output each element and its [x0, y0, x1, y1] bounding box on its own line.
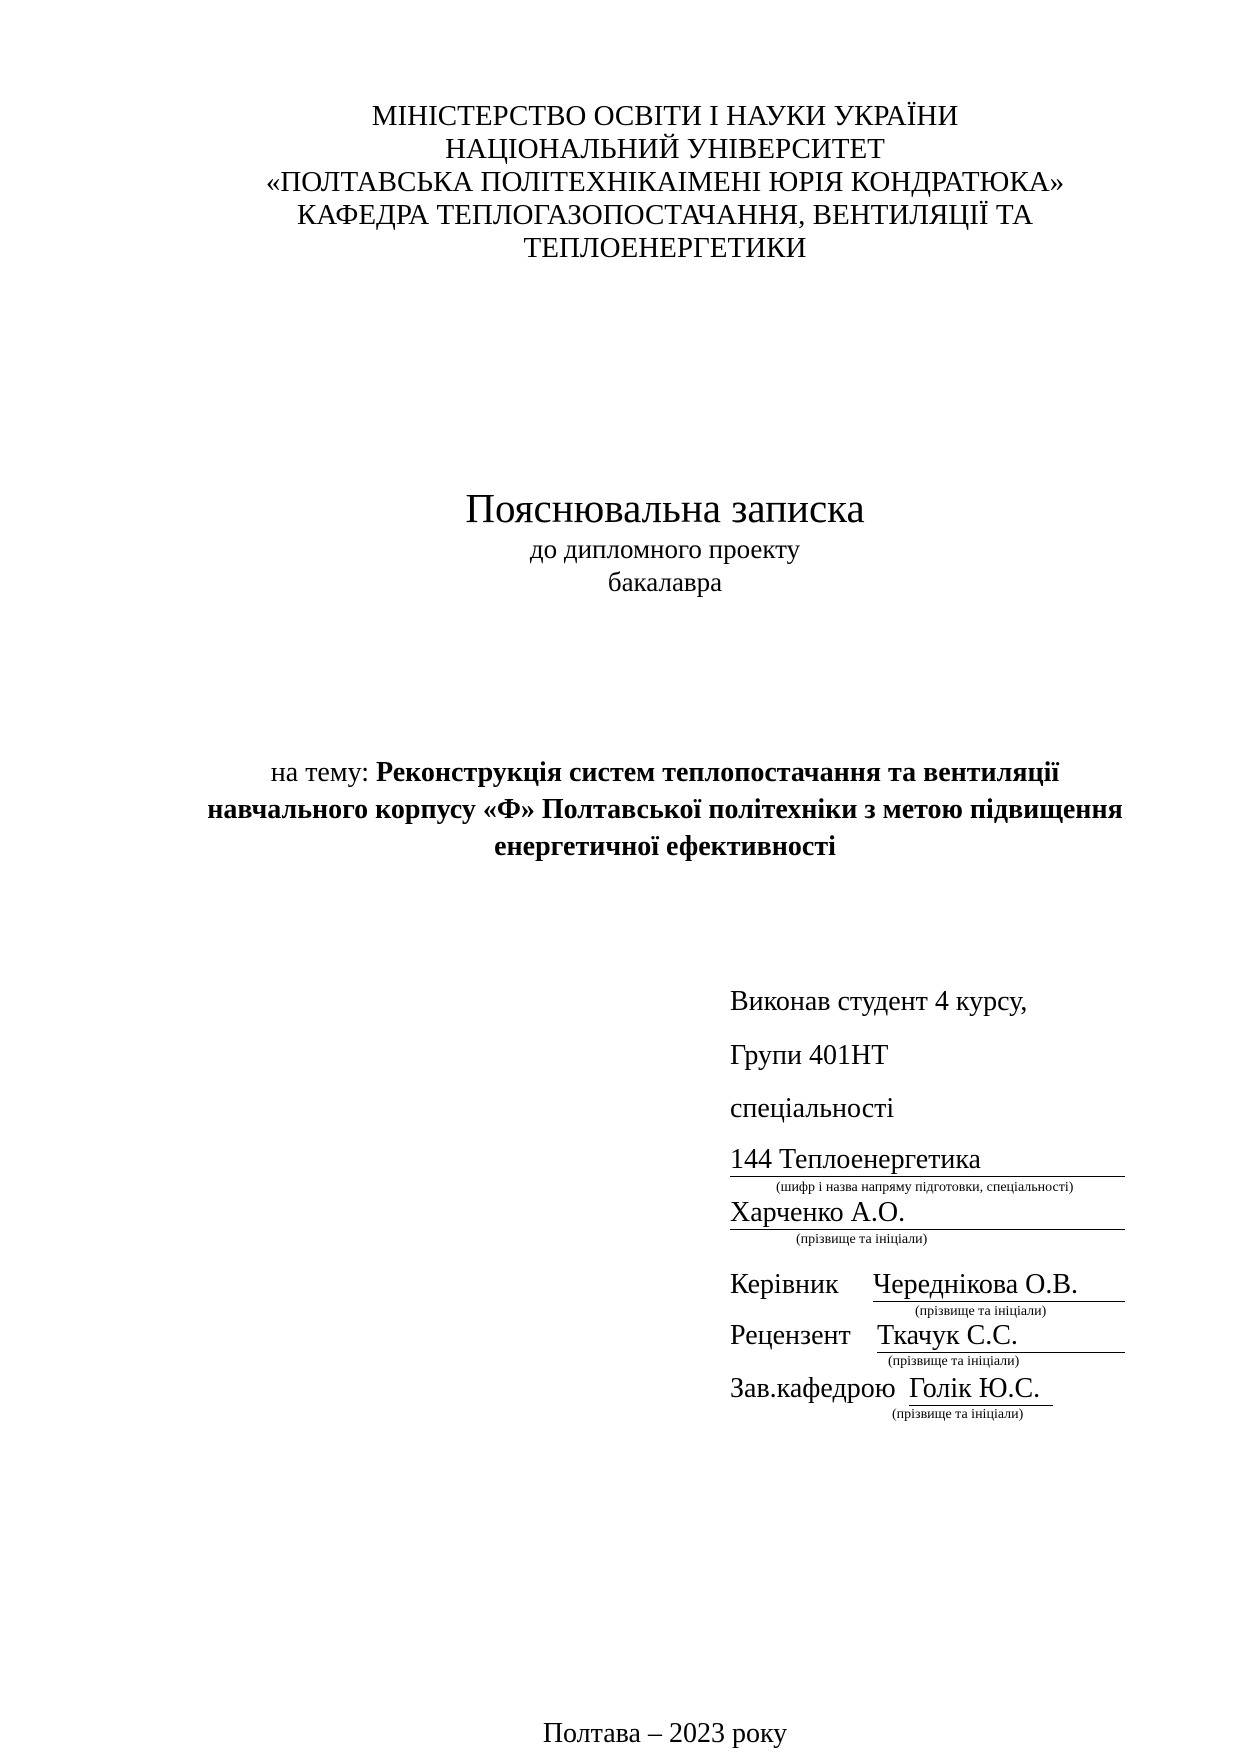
supervisor-name: Череднікова О.В.	[873, 1269, 1125, 1302]
document-title: Пояснювальна записка	[465, 485, 865, 531]
topic-title-line-2: навчального корпусу «Ф» Полтавської політехніки з метою підвищення	[207, 794, 1123, 825]
reviewer-label: Рецензент	[730, 1320, 851, 1351]
reviewer-caption: (прізвище та ініціали)	[888, 1354, 1020, 1369]
university-line: НАЦІОНАЛЬНИЙ УНІВЕРСИТЕТ	[445, 133, 885, 165]
group: Групи 401НТ	[730, 1040, 889, 1071]
topic-label: на тему:	[270, 757, 376, 788]
footer-city-year: Полтава – 2023 року	[542, 1718, 788, 1749]
department-line-2: ТЕПЛОЕНЕРГЕТИКИ	[523, 232, 807, 264]
specialty-label: спеціальності	[730, 1093, 895, 1124]
topic-block	[0, 754, 1240, 865]
topic-title-line-1: Реконструкція систем теплопостачання та вентиляції	[376, 757, 1060, 788]
head-label: Зав.кафедрою	[730, 1373, 896, 1404]
topic-title-line-3: енергетичної ефективності	[494, 831, 836, 862]
reviewer-name: Ткачук С.С.	[877, 1320, 1125, 1353]
document-subtitle-2: бакалавра	[607, 567, 723, 597]
specialty-caption: (шифр і назва напряму підготовки, спеціальності)	[776, 1180, 1074, 1195]
header-block	[0, 100, 1240, 265]
department-line: КАФЕДРА ТЕПЛОГАЗОПОСТАЧАННЯ, ВЕНТИЛЯЦІЇ ТА	[296, 199, 1034, 231]
title-block	[0, 483, 1240, 599]
document-subtitle-1: до дипломного проекту	[529, 534, 801, 564]
head-caption: (прізвище та ініціали)	[892, 1407, 1024, 1422]
supervisor-label: Керівник	[730, 1269, 839, 1300]
student-name-caption: (прізвище та ініціали)	[796, 1232, 928, 1247]
student-name: Харченко А.О.	[730, 1197, 1125, 1230]
supervisor-caption: (прізвище та ініціали)	[915, 1304, 1047, 1319]
head-name: Голік Ю.С.	[909, 1373, 1053, 1406]
ministry-line: МІНІСТЕРСТВО ОСВІТИ І НАУКИ УКРАЇНИ	[371, 100, 959, 132]
performed-by: Виконав студент 4 курсу,	[730, 986, 1028, 1017]
specialty-value: 144 Теплоенергетика	[730, 1144, 1125, 1177]
university-name-line: «ПОЛТАВСЬКА ПОЛІТЕХНІКАІМЕНІ ЮРІЯ КОНДРАТЮКА»	[265, 166, 1065, 198]
